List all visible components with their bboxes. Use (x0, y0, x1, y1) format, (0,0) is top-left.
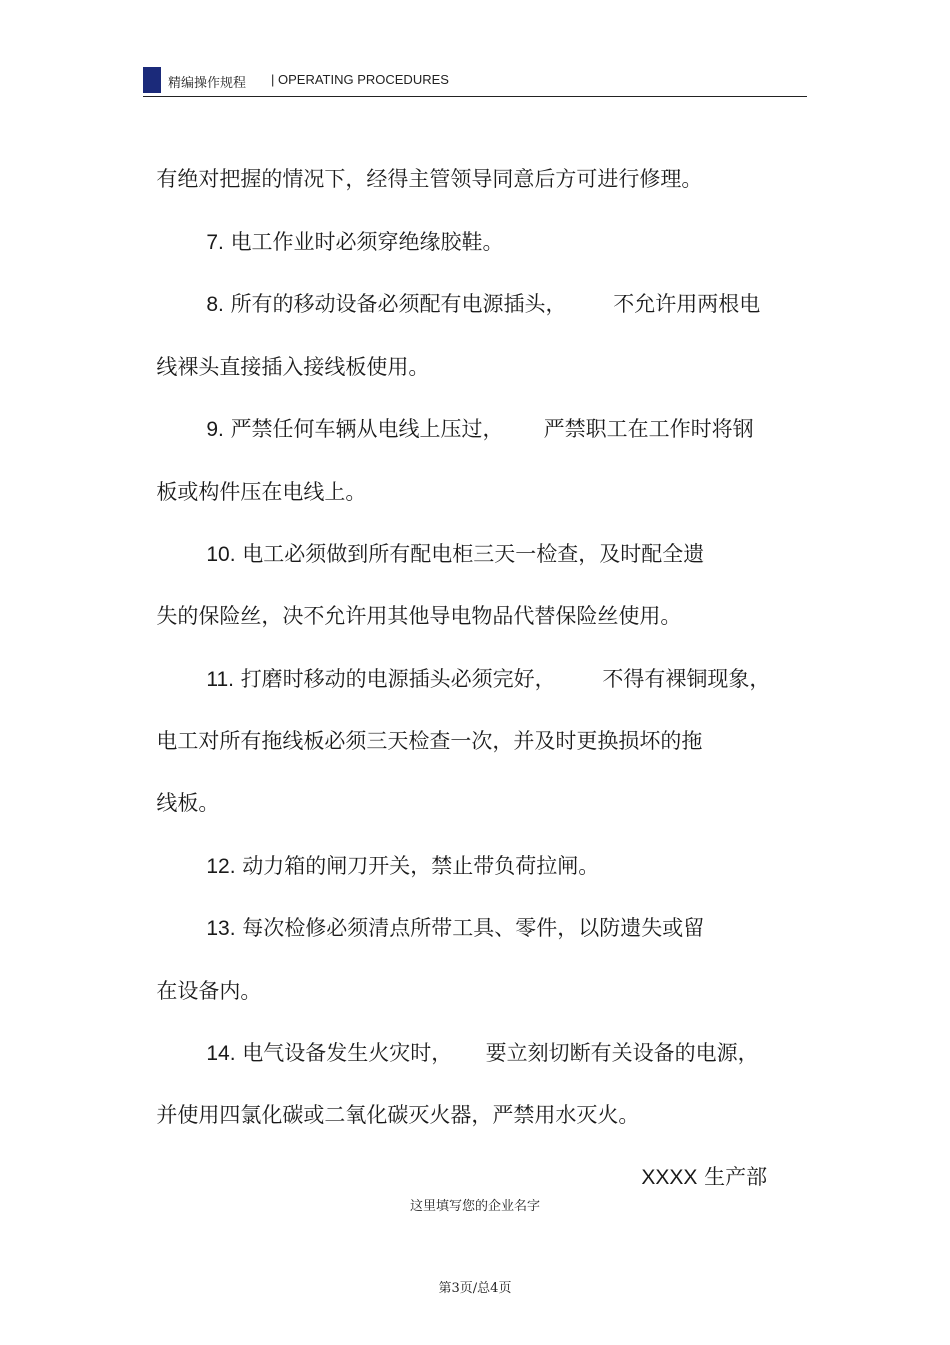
body-line: 12. 动力箱的闸刀开关，禁止带负荷拉闸。 (206, 854, 600, 878)
signature (628, 1138, 767, 1191)
body-line: 14. 电气设备发生火灾时， 要立刻切断有关设备的电源， (206, 1041, 759, 1065)
body-line: 线板。 (156, 791, 220, 815)
body-line: 7. 电工作业时必须穿绝缘胶鞋。 (206, 230, 504, 254)
body-line: 在设备内。 (156, 979, 262, 1003)
header-title: 精编操作规程 (168, 76, 247, 91)
item-number: 14. (206, 1042, 236, 1065)
page-header (143, 66, 807, 97)
body-line: 电工对所有拖线板必须三天检查一次，并及时更换损坏的拖 (156, 729, 703, 753)
body-line: 13. 每次检修必须清点所带工具、零件，以防遗失或留 (206, 916, 705, 940)
body-line: 11. 打磨时移动的电源插头必须完好， 不得有裸铜现象， (206, 667, 771, 691)
body-line: 线裸头直接插入接线板使用。 (156, 355, 430, 379)
header-subtitle: | OPERATING PROCEDURES (271, 72, 449, 87)
signature-org: XXXX (641, 1166, 698, 1189)
page-number: 第3页/总4页 (438, 1281, 512, 1296)
item-number: 10. (206, 543, 236, 566)
body-line: 10. 电工必须做到所有配电柜三天一检查，及时配全遗 (206, 542, 705, 566)
body-line: 9. 严禁任何车辆从电线上压过， 严禁职工在工作时将钢 (206, 417, 754, 441)
item-number: 7. (206, 231, 224, 254)
company-name: 这里填写您的企业名字 (409, 1199, 540, 1214)
body-line: 失的保险丝，决不允许用其他导电物品代替保险丝使用。 (156, 604, 682, 628)
body-line: 并使用四氯化碳或二氧化碳灭火器，严禁用水灭火。 (156, 1103, 640, 1127)
item-number: 11. (206, 668, 234, 691)
body-line: 有绝对把握的情况下，经得主管领导同意后方可进行修理。 (156, 167, 703, 191)
item-number: 9. (206, 418, 224, 441)
item-number: 12. (206, 855, 236, 878)
item-number: 8. (206, 293, 224, 316)
body-line: 板或构件压在电线上。 (156, 480, 367, 504)
body-line: 8. 所有的移动设备必须配有电源插头， 不允许用两根电 (206, 292, 761, 316)
signature-dept: 生产部 (704, 1165, 768, 1189)
logo-block (143, 67, 161, 93)
item-number: 13. (206, 917, 236, 940)
